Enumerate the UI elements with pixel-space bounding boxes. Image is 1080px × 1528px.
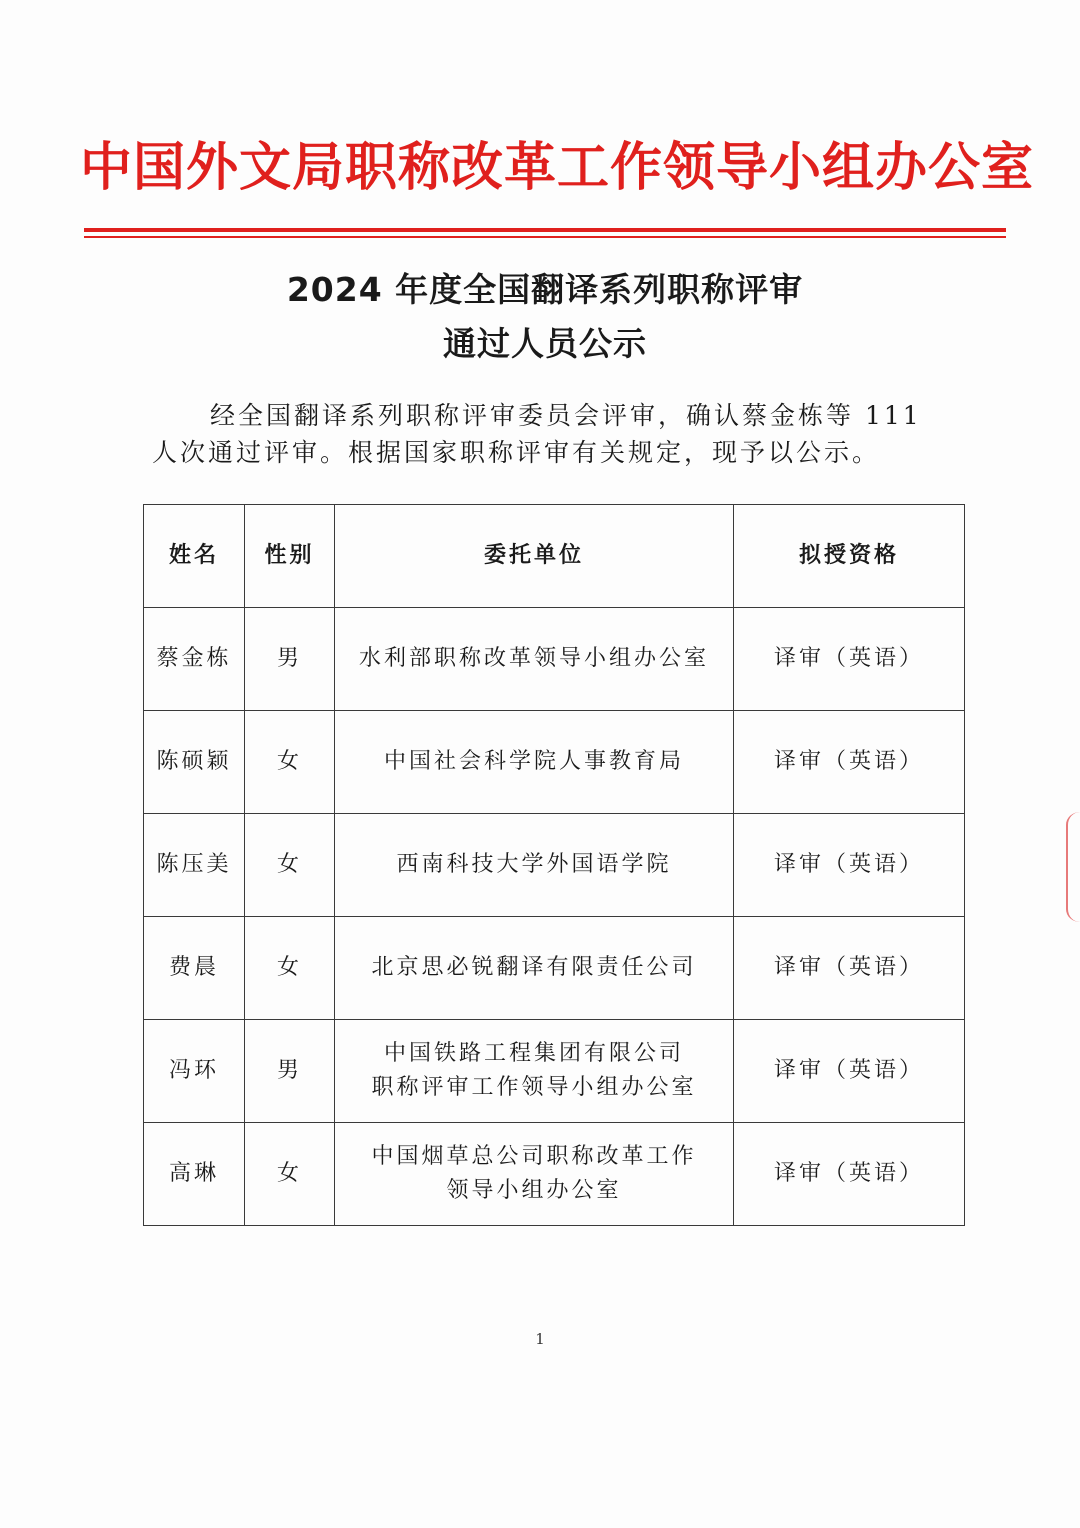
cell-qualification: 译审（英语） xyxy=(734,1123,965,1226)
unit-line: 北京思必锐翻译有限责任公司 xyxy=(371,955,697,980)
cell-unit xyxy=(335,1020,734,1123)
cell-qualification: 译审（英语） xyxy=(734,608,965,711)
unit-line: 领导小组办公室 xyxy=(446,1178,622,1203)
table-row xyxy=(144,608,965,711)
approved-personnel-table xyxy=(143,504,965,1226)
cell-qualification: 译审（英语） xyxy=(734,917,965,1020)
cell-name: 蔡金栋 xyxy=(144,608,245,711)
intro-paragraph-line1: 经全国翻译系列职称评审委员会评审，确认蔡金栋等 111 xyxy=(210,401,922,430)
cell-name: 费晨 xyxy=(144,917,245,1020)
cell-unit xyxy=(335,1123,734,1226)
cell-name: 冯环 xyxy=(144,1020,245,1123)
cell-name: 陈硕颖 xyxy=(144,711,245,814)
header-unit: 委托单位 xyxy=(335,505,734,608)
seal-edge-mark xyxy=(1066,812,1080,922)
table-row xyxy=(144,711,965,814)
table-row xyxy=(144,917,965,1020)
notice-title-line1: 2024 年度全国翻译系列职称评审 xyxy=(286,270,804,309)
cell-unit xyxy=(335,917,734,1020)
table-header-row xyxy=(144,505,965,608)
office-masthead: 中国外文局职称改革工作领导小组办公室 xyxy=(80,138,1035,198)
header-gender: 性别 xyxy=(245,505,335,608)
cell-gender: 女 xyxy=(245,711,335,814)
notice-title-line2: 通过人员公示 xyxy=(443,324,647,363)
header-qualification: 拟授资格 xyxy=(734,505,965,608)
cell-unit xyxy=(335,814,734,917)
cell-qualification: 译审（英语） xyxy=(734,711,965,814)
cell-name: 陈压美 xyxy=(144,814,245,917)
unit-line: 中国社会科学院人事教育局 xyxy=(383,749,684,774)
cell-name: 高琳 xyxy=(144,1123,245,1226)
red-rule-thick xyxy=(84,228,1006,232)
cell-gender: 男 xyxy=(245,608,335,711)
cell-gender: 女 xyxy=(245,814,335,917)
unit-line: 中国铁路工程集团有限公司 xyxy=(383,1041,684,1066)
table-row xyxy=(144,1123,965,1226)
table-row xyxy=(144,1020,965,1123)
table-row xyxy=(144,814,965,917)
cell-gender: 女 xyxy=(245,1123,335,1226)
cell-qualification: 译审（英语） xyxy=(734,814,965,917)
cell-qualification: 译审（英语） xyxy=(734,1020,965,1123)
header-name: 姓名 xyxy=(144,505,245,608)
unit-line: 职称评审工作领导小组办公室 xyxy=(371,1075,697,1100)
unit-line: 水利部职称改革领导小组办公室 xyxy=(358,646,709,671)
cell-unit xyxy=(335,711,734,814)
red-rule-thin xyxy=(84,236,1006,238)
cell-unit xyxy=(335,608,734,711)
intro-paragraph-line2: 人次通过评审。根据国家职称评审有关规定，现予以公示。 xyxy=(152,438,881,467)
unit-line: 西南科技大学外国语学院 xyxy=(396,852,672,877)
cell-gender: 男 xyxy=(245,1020,335,1123)
cell-gender: 女 xyxy=(245,917,335,1020)
unit-line: 中国烟草总公司职称改革工作 xyxy=(371,1144,697,1169)
page-number: 1 xyxy=(535,1330,545,1348)
